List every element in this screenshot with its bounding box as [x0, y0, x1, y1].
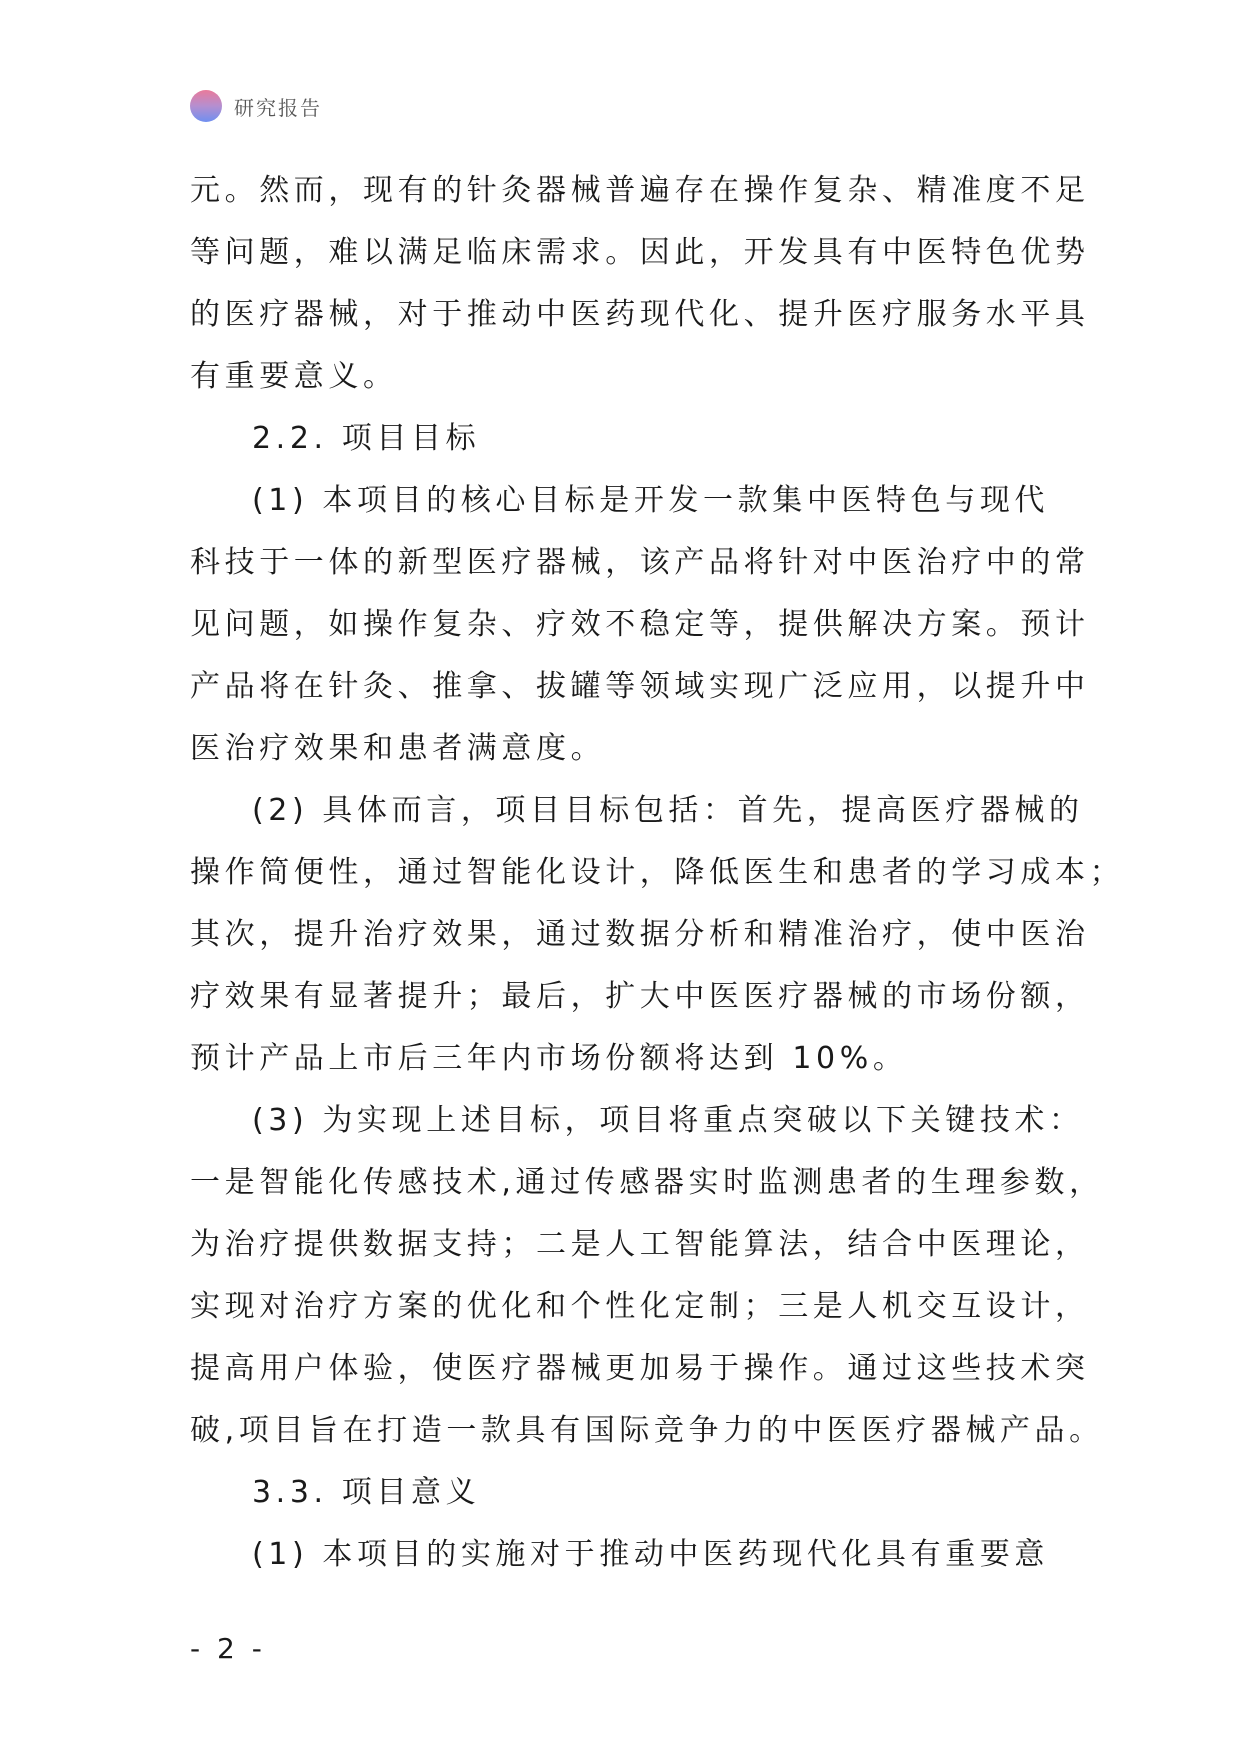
text-line: 科技于一体的新型医疗器械，该产品将针对中医治疗中的常	[190, 545, 1090, 580]
text-line: 元。然而，现有的针灸器械普遍存在操作复杂、精准度不足	[190, 173, 1090, 208]
text-line: 预计产品上市后三年内市场份额将达到 10%。	[190, 1041, 908, 1076]
text-line: 破,项目旨在打造一款具有国际竞争力的中医医疗器械产品。	[190, 1413, 1104, 1448]
text-line: 操作简便性，通过智能化设计，降低医生和患者的学习成本；	[190, 855, 1125, 890]
header-title: 研究报告	[234, 95, 322, 120]
text-line: (1) 本项目的核心目标是开发一款集中医特色与现代	[252, 483, 1050, 518]
text-line: 等问题，难以满足临床需求。因此，开发具有中医特色优势	[190, 235, 1090, 270]
section-heading-3-3: 3.3. 项目意义	[252, 1475, 481, 1510]
page-number: - 2 -	[190, 1632, 266, 1665]
text-line: (1) 本项目的实施对于推动中医药现代化具有重要意	[252, 1537, 1050, 1572]
text-line: 有重要意义。	[190, 359, 398, 394]
page-header	[190, 88, 322, 124]
section-heading-2-2: 2.2. 项目目标	[252, 421, 481, 456]
text-line: 实现对治疗方案的优化和个性化定制；三是人机交互设计，	[190, 1289, 1090, 1324]
text-line: 为治疗提供数据支持；二是人工智能算法，结合中医理论，	[190, 1227, 1090, 1262]
logo-icon	[190, 90, 222, 122]
text-line: 产品将在针灸、推拿、拔罐等领域实现广泛应用，以提升中	[190, 669, 1090, 704]
text-line: 提高用户体验，使医疗器械更加易于操作。通过这些技术突	[190, 1351, 1090, 1386]
text-line: 其次，提升治疗效果，通过数据分析和精准治疗，使中医治	[190, 917, 1090, 952]
text-line: 医治疗效果和患者满意度。	[190, 731, 606, 766]
text-line: 疗效果有显著提升；最后，扩大中医医疗器械的市场份额，	[190, 979, 1090, 1014]
document-body	[190, 160, 1125, 1586]
text-line: (3) 为实现上述目标，项目将重点突破以下关键技术：	[252, 1103, 1084, 1138]
text-line: (2) 具体而言，项目目标包括：首先，提高医疗器械的	[252, 793, 1084, 828]
text-line: 见问题，如操作复杂、疗效不稳定等，提供解决方案。预计	[190, 607, 1090, 642]
text-line: 的医疗器械，对于推动中医药现代化、提升医疗服务水平具	[190, 297, 1090, 332]
text-line: 一是智能化传感技术,通过传感器实时监测患者的生理参数，	[190, 1165, 1104, 1200]
